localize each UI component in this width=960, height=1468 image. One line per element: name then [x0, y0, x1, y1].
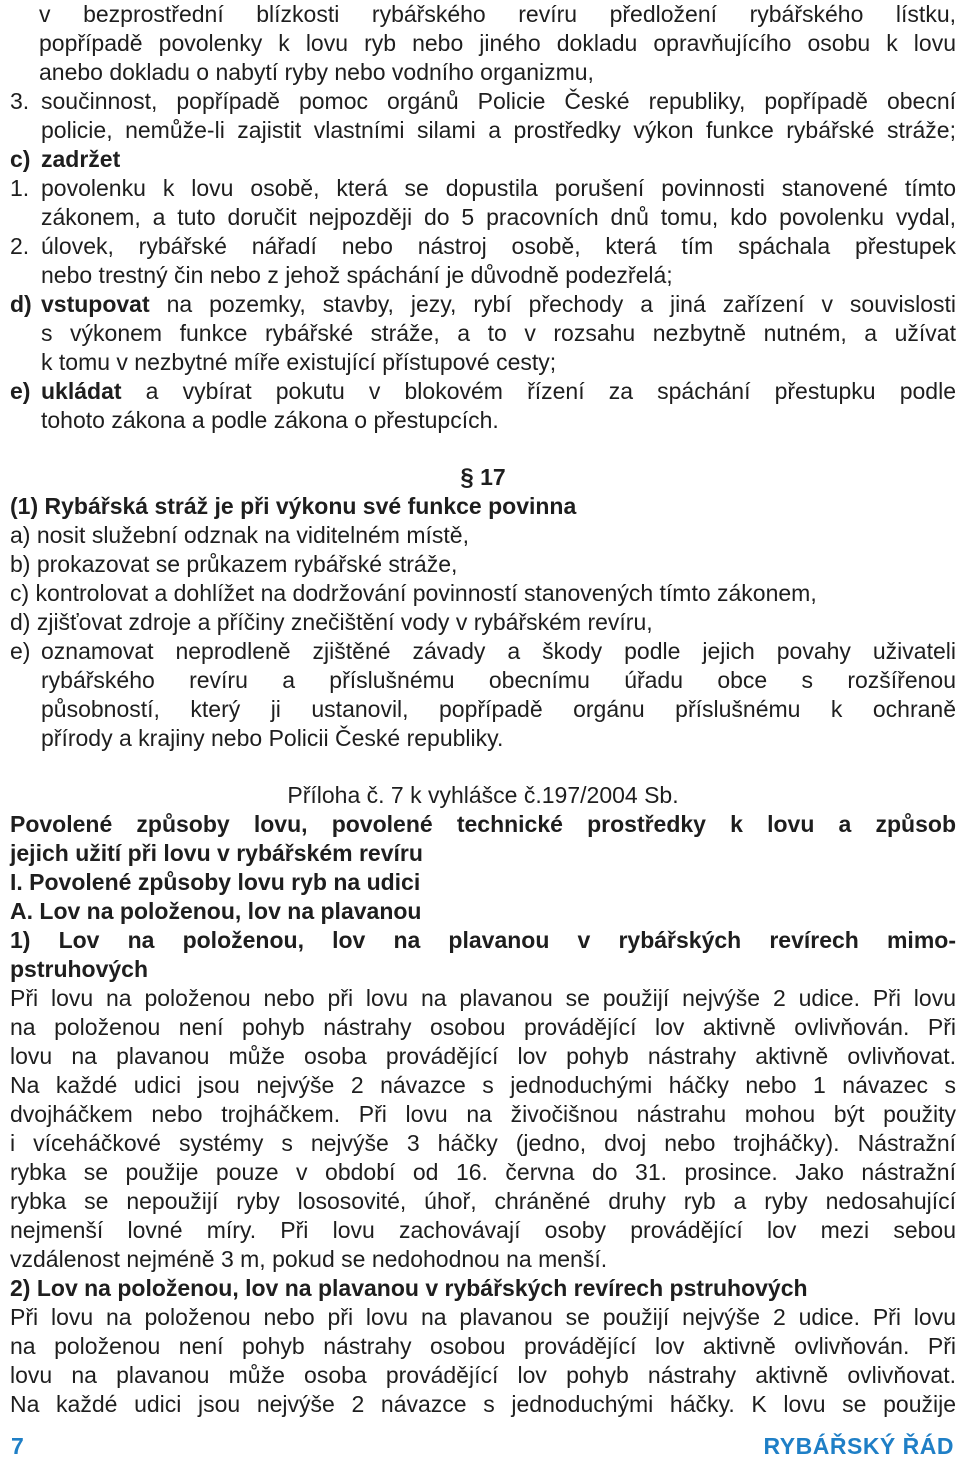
- text-line: rybka se použije pouze v období od 16. června do 31. prosince. Jako nástražní: [10, 1159, 956, 1185]
- text-line: povolenku k lovu osobě, která se dopustila porušení povinnosti stanovené tímto: [41, 175, 956, 201]
- page-number: 7: [11, 1433, 24, 1459]
- duty-c: c) kontrolovat a dohlížet na dodržování povinností stanovených tímto zákonem,: [10, 580, 817, 606]
- item-text: na pozemky, stavby, jezy, rybí přechody a jiná zařízení v souvislosti: [149, 291, 956, 317]
- subsection-heading: 1) Lov na položenou, lov na plavanou v rybářských revírech mimo-: [10, 927, 956, 953]
- paragraph-1: [10, 984, 956, 1274]
- list-item-c1: [10, 174, 956, 232]
- text-line: oznamovat neprodleně zjištěné závady a škody podle jejich povahy uživateli: [41, 638, 956, 664]
- text-line: i víceháčkové systémy s nejvýše 3 háčky (jedno, dvoj nebo trojháčky). Nástražní: [10, 1130, 956, 1156]
- item-number: 3.: [10, 88, 30, 114]
- text-line: rybka se nepoužijí ryby lososovité, úhoř, chráněné druhy ryb a ryby nedosahující: [10, 1188, 956, 1214]
- text-line: k tomu v nezbytné míře existující přístupové cesty;: [41, 349, 557, 375]
- section-heading: [10, 463, 956, 492]
- text-line: [41, 377, 956, 406]
- list-item-c: [10, 145, 956, 174]
- duty-a: a) nosit služební odznak na viditelném místě,: [10, 522, 469, 548]
- part-heading: I. Povolené způsoby lovu ryb na udici: [10, 869, 421, 895]
- text-line: Při lovu na položenou nebo při lovu na plavanou se použijí nejvýše 2 udice. Při lovu: [10, 1304, 956, 1330]
- section-num-text: 17: [480, 464, 506, 490]
- annex-title-wrap: [10, 781, 956, 810]
- text-line: Při lovu na položenou nebo při lovu na plavanou se použijí nejvýše 2 udice. Při lovu: [10, 985, 956, 1011]
- section-intro: (1) Rybářská stráž je při výkonu své funkce povinna: [10, 493, 577, 519]
- continuation-block: [10, 0, 956, 87]
- text-line: zákonem, a tuto doručit nejpozději do 5 pracovních dnů tomu, kdo povolenku vydal,: [41, 204, 956, 230]
- duty-b: b) prokazovat se průkazem rybářské stráže,: [10, 551, 458, 577]
- document-page: [10, 0, 956, 1419]
- duty-e: [10, 637, 956, 753]
- publication-title: RYBÁŘSKÝ ŘÁD: [763, 1433, 954, 1459]
- text-line: Na každé udici jsou nejvýše 2 návazce s jednoduchými háčky nebo 1 návazec s: [10, 1072, 956, 1098]
- text-line: v bezprostřední blízkosti rybářského revíru předložení rybářského lístku,: [39, 1, 956, 27]
- text-line: popřípadě povolenky k lovu ryb nebo jiného dokladu opravňujícího osobu k lovu: [39, 30, 956, 56]
- item-keyword: ukládat: [41, 378, 122, 404]
- duty-d: d) zjišťovat zdroje a příčiny znečištění vody v rybářském revíru,: [10, 609, 653, 635]
- text-line: tohoto zákona a podle zákona o přestupcích.: [41, 407, 499, 433]
- text-line: na položenou není pohyb nástrahy osobou provádějící lov aktivně ovlivňován. Při: [10, 1333, 956, 1359]
- item-number: 2.: [10, 233, 30, 259]
- item-text: a vybírat pokutu v blokovém řízení za spáchání přestupku podle: [121, 378, 956, 404]
- item-label: e): [10, 638, 31, 664]
- item-label: d): [10, 291, 32, 317]
- annex-heading-line: Povolené způsoby lovu, povolené technické prostředky k lovu a způsob: [10, 811, 956, 837]
- text-line: na položenou není pohyb nástrahy osobou provádějící lov aktivně ovlivňován. Při: [10, 1014, 956, 1040]
- item-keyword: vstupovat: [41, 291, 150, 317]
- item-number: 1.: [10, 175, 30, 201]
- list-item-3: [10, 87, 956, 145]
- subpart-heading: A. Lov na položenou, lov na plavanou: [10, 898, 422, 924]
- text-line: s výkonem funkce rybářské stráže, a to v rozsahu nezbytně nutném, a užívat: [41, 320, 956, 346]
- text-line: nejmenší lovné míry. Při lovu zachovávají osoby provádějící lov mezi sebou: [10, 1217, 956, 1243]
- subsection-heading: pstruhových: [10, 956, 149, 982]
- list-item-e: [10, 377, 956, 435]
- text-line: Na každé udici jsou nejvýše 2 návazce s jednoduchými háčky. K lovu se použije: [10, 1391, 956, 1417]
- paragraph-2: [10, 1303, 956, 1419]
- text-line: úlovek, rybářské nářadí nebo nástroj osobě, která tím spáchala přestupek: [41, 233, 956, 259]
- text-line: vzdálenost nejméně 3 m, pokud se nedohodnou na menší.: [10, 1246, 608, 1272]
- text-line: policie, nemůže-li zajistit vlastními silami a prostředky výkon funkce rybářské stráže;: [41, 117, 956, 143]
- text-line: nebo trestný čin nebo z jehož spáchání je důvodně podezřelá;: [41, 262, 673, 288]
- text-line: lovu na plavanou může osoba provádějící lov pohyb nástrahy aktivně ovlivňovat.: [10, 1362, 956, 1388]
- item-label: c): [10, 146, 31, 172]
- text-line: působností, který ji ustanovil, popřípadě orgánu příslušnému k ochraně: [41, 696, 956, 722]
- item-keyword: zadržet: [41, 146, 121, 172]
- text-line: lovu na plavanou může osoba provádějící lov pohyb nástrahy aktivně ovlivňovat.: [10, 1043, 956, 1069]
- subsection-heading: 2) Lov na položenou, lov na plavanou v rybářských revírech pstruhových: [10, 1275, 808, 1301]
- text-line: přírody a krajiny nebo Policii České republiky.: [41, 725, 504, 751]
- annex-title: Příloha č. 7 k vyhlášce č.197/2004 Sb.: [287, 782, 679, 808]
- text-line: [41, 290, 956, 319]
- annex-heading-line: jejich užití při lovu v rybářském revíru: [10, 840, 423, 866]
- section-symbol: §: [460, 464, 474, 491]
- text-line: rybářského revíru a příslušnému obecnímu úřadu obce s rozšířenou: [41, 667, 956, 693]
- section-number: [10, 463, 956, 492]
- list-item-d: [10, 290, 956, 377]
- item-label: e): [10, 378, 31, 404]
- text-line: anebo dokladu o nabytí ryby nebo vodního organizmu,: [39, 59, 594, 85]
- text-line: součinnost, popřípadě pomoc orgánů Policie České republiky, popřípadě obecní: [41, 88, 956, 114]
- text-line: dvojháčkem nebo trojháčkem. Při lovu na živočišnou nástrahu mohou být použity: [10, 1101, 956, 1127]
- list-item-c2: [10, 232, 956, 290]
